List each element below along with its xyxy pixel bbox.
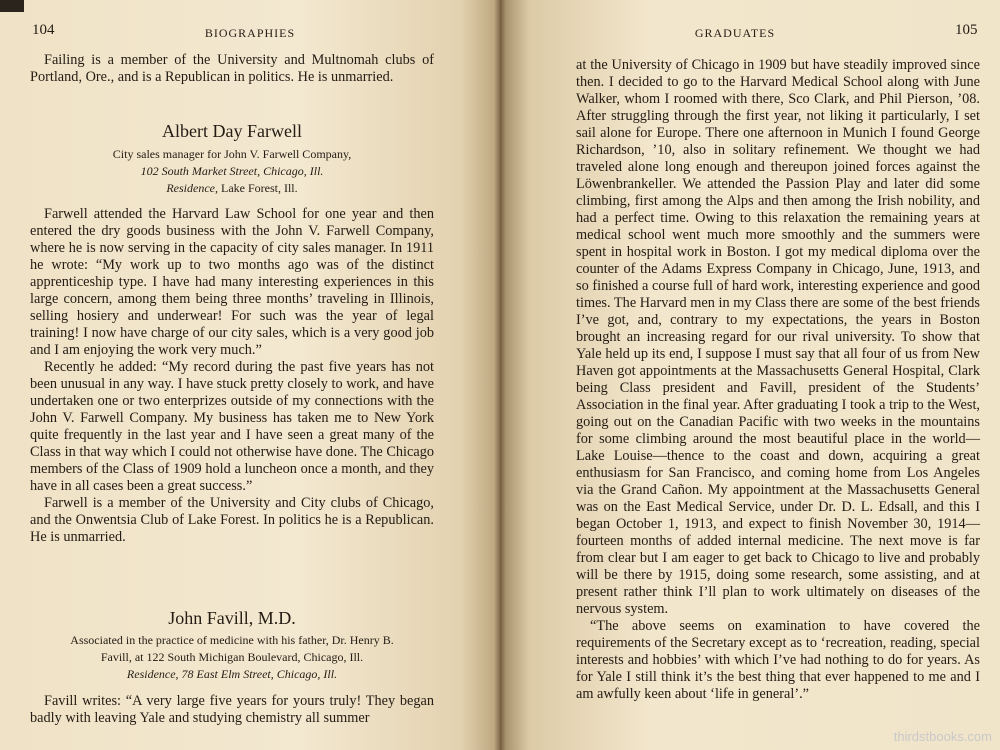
watermark: thirdstbooks.com [893, 729, 992, 744]
running-head-left: BIOGRAPHIES [204, 26, 296, 40]
running-head-right: GRADUATES [694, 26, 776, 40]
page-number-right: 105 [955, 22, 978, 38]
favill-position-line2: Favill, at 122 South Michigan Boulevard, Chicago, Ill. [100, 650, 364, 664]
book-gutter [494, 0, 506, 750]
paragraph: Farwell attended the Harvard Law School for one year and then entered the dry goods business with the John V. Farwell Company, where he is now serving in the capacity of city sales manager. In 1911 he wrote: “My work up to two months ago was of the distinct apprenticeship type. I have had many interesting experiences in this large concern, among them being three months’ traveling in Illinois, selling hosiery and underwear! For such was the year of legal training! I now have charge of our city sales, which is a very good job and I am enjoying the work very much.” [30, 206, 434, 358]
favill-caption [30, 632, 434, 683]
farwell-residence: Residence, Lake Forest, Ill. [166, 181, 298, 195]
paragraph: Favill writes: “A very large five years for yours truly! They began badly with leaving Yale and studying chemistry all summer [30, 693, 434, 726]
favill-position-line1: Associated in the practice of medicine with his father, Dr. Henry B. [70, 633, 394, 647]
favill-residence: Residence, 78 East Elm Street, Chicago, Ill. [126, 667, 338, 681]
page-number-left: 104 [32, 22, 55, 38]
corner-tab [0, 0, 24, 12]
favill-name: John Favill, M.D. [168, 608, 296, 628]
farwell-body [30, 206, 434, 546]
right-page [500, 0, 1000, 750]
paragraph: Recently he added: “My record during the past five years has not been unusual in any way. I have stuck pretty closely to work, and have undertaken one or two enterprizes outside of my connections with the John V. Farwell Company. My business has taken me to New York quite frequently in the last year and I have seen a great many of the Class in that way which I could not otherwise have done. The Chicago members of the Class of 1909 hold a luncheon once a month, and they have in all cases been a great success.” [30, 359, 434, 494]
paragraph: Farwell is a member of the University and City clubs of Chicago, and the Onwentsia Club of Lake Forest. In politics he is a Republican. He is unmarried. [30, 495, 434, 545]
farwell-caption [30, 146, 434, 197]
paragraph: “The above seems on examination to have covered the requirements of the Secretary except as to ‘recreation, reading, special interests and hobbies’ with which I’ve had nothing to do for years. As for Yale I still think it’s the best thing that ever happened to me and I am awfully keen about ‘life in general’.” [576, 618, 980, 702]
farwell-name: Albert Day Farwell [162, 121, 302, 141]
paragraph: Failing is a member of the University and Multnomah clubs of Portland, Ore., and is a Republican in politics. He is unmarried. [30, 52, 434, 85]
paragraph: at the University of Chicago in 1909 but have steadily improved since then. I decided to go to the Harvard Medical School along with June Walker, whom I roomed with there, Sco Clark, and Phil Pierson, ’08. After struggling through the first year, not liking it particularly, I set sail alone for Europe. There one afternoon in Munich I found George Richardson, ’10, also in solitary refinement. We thought we had traveled alone long enough and thereupon joined forces against the Löwenbrankeller. We attended the Passion Play and later did some climbing, first among the Alps and then among the Irish nobility, and had a perfect time. Owing to this relaxation the remaining years at medical school went much more smoothly and the summers were spent in hospital work in Boston. I got my medical diploma over the counter of the Adams Express Company in Chicago, June, 1913, and so finished a course full of hard work, interesting experience and good times. The Harvard men in my Class there are some of the best friends I’ve got, and, contrary to my expectations, the years in Boston brought an increasing regard for our rival university. To show that Yale held up its end, I suppose I must say that all four of us from New Haven got appointments at the Massachusetts General Hospital, Clark being Class president and Favill, president of the Students’ Association in the final year. After graduating I took a trip to the West, going out on the Canadian Pacific with two weeks in the mountains for some climbing around the most beautiful place in the world—Lake Louise—thence to the coast and down, acquiring a great enthusiasm for San Francisco, and coming home from Los Angeles via the Grand Cañon. My appointment at the Massachusetts General was on the East Medical Service, under Dr. D. L. Edsall, and this I began October 1, 1913, and expect to finish November 30, 1914—fourteen months of added internal medicine. The next move is far from clear but I am eager to get back to Chicago to live and probably will be there by 1915, doing some research, some assisting, and at present rather think I’ll plan to work ultimately on diseases of the nervous system. [576, 57, 980, 617]
favill-continued [576, 57, 980, 703]
farwell-business-address: 102 South Market Street, Chicago, Ill. [140, 164, 324, 178]
farwell-position: City sales manager for John V. Farwell Company, [112, 147, 352, 161]
favill-opening [30, 693, 434, 727]
opening-paragraph [30, 52, 434, 86]
